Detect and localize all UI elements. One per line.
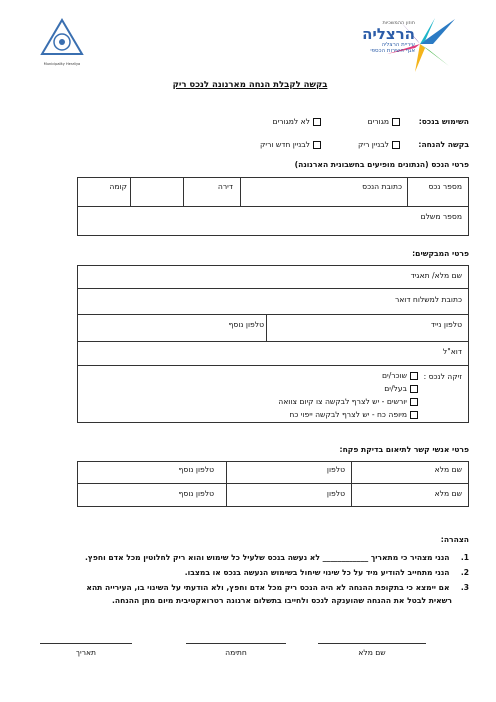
checkbox-residential[interactable] bbox=[392, 118, 400, 126]
applicant-section-title: פרטי המבקשים: bbox=[412, 249, 469, 258]
usage-label: השימוש בנכס: bbox=[418, 117, 469, 126]
relation-option-heirs: יורשים - יש לצרף לבקשה צו קיום צוואה bbox=[278, 397, 418, 406]
emblem-caption: Municipality Herzliya bbox=[43, 62, 81, 66]
contact-1-extra-phone-label: טלפון נוסף bbox=[178, 465, 214, 474]
checkbox-heirs[interactable] bbox=[410, 398, 418, 406]
relation-option-attorney: מיופה כח - יש לצרף לבקשה ייפוי כח bbox=[289, 410, 418, 419]
email-label: דוא"ל bbox=[442, 347, 462, 356]
contact-2-extra-phone-label: טלפון נוסף bbox=[178, 489, 214, 498]
checkbox-new-empty-building[interactable] bbox=[313, 141, 321, 149]
contacts-table bbox=[77, 461, 469, 507]
contact-2-name-label: שם מלא bbox=[434, 489, 462, 498]
checkbox-nonresidential[interactable] bbox=[313, 118, 321, 126]
request-label: בקשה להנחה: bbox=[418, 140, 469, 149]
declaration-title: הצהרה: bbox=[440, 535, 469, 544]
contact-2-phone-label: טלפון bbox=[326, 489, 345, 498]
logo-line-2: הרצליה bbox=[362, 25, 415, 43]
relation-option-owners: בעל/ים bbox=[384, 384, 418, 393]
floor-label: קומה bbox=[109, 182, 127, 191]
request-option-new-empty: לבניין חדש וריק bbox=[260, 140, 321, 149]
logo-line-4: אגף השירות הכספי bbox=[370, 48, 415, 54]
relation-label: זיקה לנכס : bbox=[423, 372, 462, 381]
signature-signature-label: חתימה bbox=[225, 648, 247, 657]
relation-option-tenants: שוכר/ים bbox=[382, 371, 418, 380]
mobile-phone-label: טלפון נייד bbox=[430, 320, 462, 329]
declaration-item-3: 3. אם יימצא כי בתקופת ההנחה לא היה הנכס ריק מכל אדם וחפץ, ולא הודעתי על השינוי בו, העירייה תהא bbox=[86, 583, 469, 592]
municipality-emblem bbox=[40, 18, 84, 66]
checkbox-empty-building[interactable] bbox=[392, 141, 400, 149]
date-blank[interactable]: ____________ bbox=[322, 553, 369, 562]
declaration-item-1: 1. הנני מצהיר כי מתאריך ____________ לא נעשה בנכס שלעיל כל שימוש והוא ריק לחלוטין מכל אדם וחפץ. bbox=[84, 553, 469, 562]
page-title: בקשה לקבלת הנחה מארנונה לנכס ריק bbox=[172, 80, 328, 90]
signature-line-signature[interactable] bbox=[186, 643, 286, 644]
logo-line-1: חוזון ההמשכיות bbox=[382, 20, 415, 26]
mail-address-label: כתובת למשלוח דואר bbox=[394, 295, 462, 304]
payer-number-label: מספר משלם bbox=[420, 212, 462, 221]
contact-1-name-label: שם מלא bbox=[434, 465, 462, 474]
emblem-icon bbox=[40, 18, 84, 58]
checkbox-owners[interactable] bbox=[410, 385, 418, 393]
logo-line-3: עיריית הרצליה bbox=[381, 42, 415, 48]
signature-name-label: שם מלא bbox=[358, 648, 386, 657]
declaration-item-3-continued: רשאית לבטל את ההנחה שהוענקה לנכס ולחייבו בתשלום ארנונה רטרואקטיבית מיום מתן ההנחה. bbox=[112, 596, 452, 605]
full-name-label: שם מלא/ תאגיד bbox=[410, 271, 462, 280]
property-section-title: פרטי הנכס (הנתונים מופיעים בחשבונית הארנונה) bbox=[294, 160, 469, 169]
checkbox-attorney[interactable] bbox=[410, 411, 418, 419]
property-number-label: מספר נכס bbox=[428, 182, 462, 191]
signature-date-label: תאריך bbox=[75, 648, 97, 657]
declaration-item-2: 2. הנני מתחייב להודיע מיד על כל שינוי שיחול בשימוש הנעשה בנכס או במצבו. bbox=[184, 568, 469, 577]
checkbox-tenants[interactable] bbox=[410, 372, 418, 380]
signature-line-date[interactable] bbox=[40, 643, 132, 644]
apartment-label: דירה bbox=[217, 182, 233, 191]
usage-option-nonresidential: לא למגורים bbox=[272, 117, 321, 126]
herzliya-logo bbox=[325, 14, 455, 74]
signature-line-name[interactable] bbox=[318, 643, 426, 644]
usage-option-residential: מגורים bbox=[368, 117, 400, 126]
request-option-empty: לבניין ריק bbox=[358, 140, 400, 149]
contact-1-phone-label: טלפון bbox=[326, 465, 345, 474]
property-address-label: כתובת הנכס bbox=[362, 182, 402, 191]
contacts-section-title: פרטי אנשי קשר לתיאום בדיקת פקח: bbox=[339, 445, 469, 454]
extra-phone-label: טלפון נוסף bbox=[228, 320, 264, 329]
